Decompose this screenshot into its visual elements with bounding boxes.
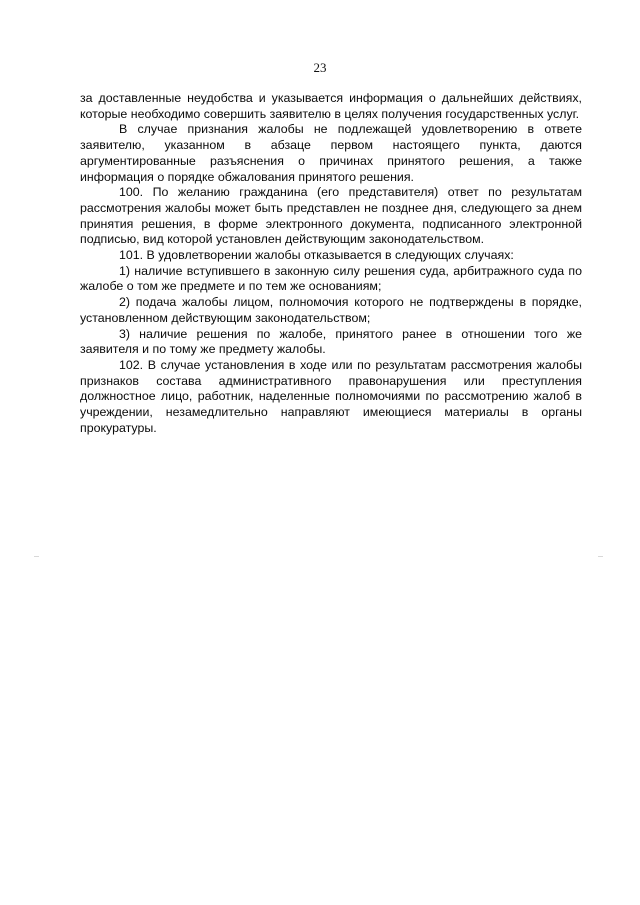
paragraph-item-101: 101. В удовлетворении жалобы отказывается в следующих случаях: <box>119 248 514 263</box>
paragraph-item-102: 102. В случае установления в ходе или по результатам рассмотрения жалобы признаков состава административного правонарушения или преступления должностное лицо, работник, наделенные полномочиями по рассмотрению жалоб в учреждении, незамедлительно направляют имеющиеся материалы в органы прокуратуры. <box>80 357 582 435</box>
scan-edge-mark-right <box>598 556 603 557</box>
paragraph-rejection-reply: В случае признания жалобы не подлежащей удовлетворению в ответе заявителю, указанном в абзаце первом настоящего пункта, даются аргументированные разъяснения о причинах принятого решения, а также информация о порядке обжалования принятого решения. <box>80 122 582 184</box>
paragraph-item-100: 100. По желанию гражданина (его представителя) ответ по результатам рассмотрения жалобы может быть представлен не позднее дня, следующего за днем принятия решения, в форме электронного документа, подписанного электронной подписью, вид которой установлен действующим законодательством. <box>80 185 582 247</box>
paragraph-item-101-2: 2) подача жалобы лицом, полномочия которого не подтверждены в порядке, установленном действующим законодательством; <box>80 295 582 325</box>
paragraph-continuation: за доставленные неудобства и указывается информация о дальнейших действиях, которые необходимо совершить заявителю в целях получения государственных услуг. <box>80 91 582 121</box>
paragraph-item-101-3: 3) наличие решения по жалобе, принятого ранее в отношении того же заявителя и по тому же предмету жалобы. <box>80 326 582 357</box>
scan-edge-mark-left <box>34 556 39 557</box>
paragraph-item-101-1: 1) наличие вступившего в законную силу решения суда, арбитражного суда по жалобе о том же предмете и по тем же основаниям; <box>80 263 582 294</box>
document-body <box>80 91 582 436</box>
page-number: 23 <box>313 60 327 75</box>
